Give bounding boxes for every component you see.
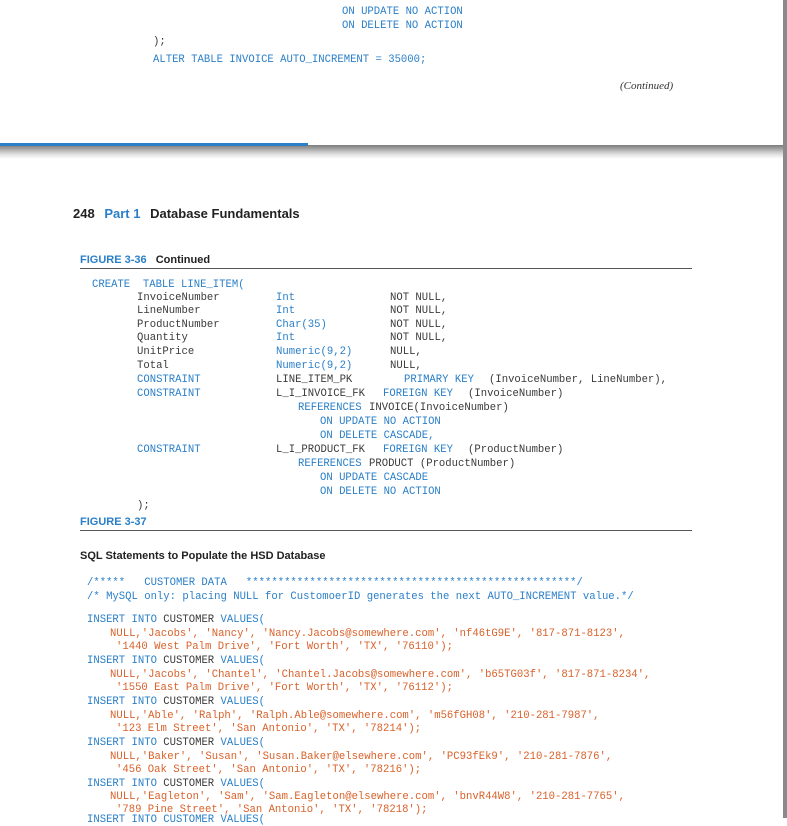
references-keyword: REFERENCES xyxy=(298,402,362,414)
column-name: Total xyxy=(137,360,169,372)
page-number: 248 xyxy=(73,206,95,221)
constraint-keyword: CONSTRAINT xyxy=(137,444,201,456)
figure-title: Continued xyxy=(155,254,211,266)
create-table-line: CREATE TABLE LINE_ITEM( xyxy=(92,279,245,291)
insert-statement xyxy=(87,614,265,626)
insert-keyword: INSERT INTO xyxy=(87,614,157,626)
values-line: NULL,'Eagleton', 'Sam', 'Sam.Eagleton@elsewhere.com', 'bnvR44W8', '210-281-7765', xyxy=(110,791,625,803)
values-line: NULL,'Able', 'Ralph', 'Ralph.Able@somewhere.com', 'm56fGH08', '210-281-7987', xyxy=(110,710,600,722)
figure-label: FIGURE 3-37 xyxy=(80,516,147,528)
part-label: Part 1 xyxy=(104,206,141,221)
values-keyword: VALUES( xyxy=(220,614,266,626)
scrollbar[interactable] xyxy=(783,0,787,818)
values-keyword: VALUES( xyxy=(220,737,266,749)
constraint-keyword: CONSTRAINT xyxy=(137,388,201,400)
constraint-keyword: CONSTRAINT xyxy=(137,374,201,386)
column-type: Numeric(9,2) xyxy=(276,360,353,372)
page-separator-accent xyxy=(0,143,308,146)
constraint-name: L_I_PRODUCT_FK xyxy=(276,444,366,456)
code-line: ON DELETE NO ACTION xyxy=(342,20,463,32)
on-update-clause: ON UPDATE CASCADE xyxy=(320,472,429,484)
figure-rule xyxy=(80,530,692,531)
column-type: Int xyxy=(276,332,296,344)
column-nullity: NULL, xyxy=(390,346,422,358)
column-nullity: NOT NULL, xyxy=(390,332,448,344)
insert-table: CUSTOMER xyxy=(163,696,215,708)
code-line: ); xyxy=(153,36,166,48)
primary-key-keyword: PRIMARY KEY xyxy=(404,374,474,386)
foreign-key-keyword: FOREIGN KEY xyxy=(383,444,453,456)
figure-label: FIGURE 3-36 xyxy=(80,254,147,266)
on-delete-clause: ON DELETE NO ACTION xyxy=(320,486,441,498)
column-type: Int xyxy=(276,292,296,304)
on-delete-clause: ON DELETE CASCADE, xyxy=(320,430,435,442)
constraint-name: LINE_ITEM_PK xyxy=(276,374,353,386)
values-line: '456 Oak Street', 'San Antonio', 'TX', '78216'); xyxy=(116,764,422,776)
insert-statement-partial: INSERT INTO CUSTOMER VALUES( xyxy=(87,814,266,826)
comment-line: /* MySQL only: placing NULL for CustomoerID generates the next AUTO_INCREMENT value.*/ xyxy=(87,591,634,603)
insert-keyword: INSERT INTO xyxy=(87,696,157,708)
values-line: NULL,'Jacobs', 'Chantel', 'Chantel.Jacobs@somewhere.com', 'b65TG03f', '817-871-8234', xyxy=(110,669,651,681)
insert-table: CUSTOMER xyxy=(163,737,215,749)
close-paren: ); xyxy=(137,500,150,512)
figure-caption xyxy=(80,254,210,266)
column-name: ProductNumber xyxy=(137,319,220,331)
constraint-name: L_I_INVOICE_FK xyxy=(276,388,366,400)
column-name: UnitPrice xyxy=(137,346,195,358)
figure-title: SQL Statements to Populate the HSD Database xyxy=(80,550,326,562)
values-keyword: VALUES( xyxy=(220,696,266,708)
insert-keyword: INSERT INTO xyxy=(87,655,157,667)
values-line: '789 Pine Street', 'San Antonio', 'TX', '78218'); xyxy=(116,804,428,816)
page-separator xyxy=(0,145,787,159)
column-name: Quantity xyxy=(137,332,188,344)
insert-statement xyxy=(87,655,265,667)
insert-table: CUSTOMER xyxy=(163,778,215,790)
on-update-clause: ON UPDATE NO ACTION xyxy=(320,416,441,428)
column-name: InvoiceNumber xyxy=(137,292,220,304)
code-line: ALTER TABLE INVOICE AUTO_INCREMENT = 35000; xyxy=(153,54,427,66)
foreign-key-keyword: FOREIGN KEY xyxy=(383,388,453,400)
values-keyword: VALUES( xyxy=(220,655,266,667)
insert-statement xyxy=(87,778,265,790)
foreign-key-columns: (ProductNumber) xyxy=(468,444,564,456)
references-keyword: REFERENCES xyxy=(298,458,362,470)
values-line: '123 Elm Street', 'San Antonio', 'TX', '78214'); xyxy=(116,723,422,735)
values-keyword: VALUES( xyxy=(220,778,266,790)
continued-label: (Continued) xyxy=(620,80,674,92)
references-target: PRODUCT (ProductNumber) xyxy=(369,458,516,470)
references-target: INVOICE(InvoiceNumber) xyxy=(369,402,509,414)
column-nullity: NULL, xyxy=(390,360,422,372)
previous-page-fragment xyxy=(0,0,787,148)
figure-rule xyxy=(80,268,692,269)
column-name: LineNumber xyxy=(137,305,201,317)
column-nullity: NOT NULL, xyxy=(390,305,448,317)
foreign-key-columns: (InvoiceNumber) xyxy=(468,388,564,400)
insert-keyword: INSERT INTO xyxy=(87,778,157,790)
values-line: '1440 West Palm Drive', 'Fort Worth', 'TX', '76110'); xyxy=(116,641,453,653)
code-line: ON UPDATE NO ACTION xyxy=(342,6,463,18)
column-nullity: NOT NULL, xyxy=(390,292,448,304)
comment-line: /***** CUSTOMER DATA ****************************************************/ xyxy=(87,577,583,589)
insert-statement xyxy=(87,737,265,749)
insert-statement xyxy=(87,696,265,708)
values-line: NULL,'Baker', 'Susan', 'Susan.Baker@elsewhere.com', 'PC93fEk9', '210-281-7876', xyxy=(110,751,613,763)
column-nullity: NOT NULL, xyxy=(390,319,448,331)
column-type: Numeric(9,2) xyxy=(276,346,353,358)
column-type: Char(35) xyxy=(276,319,327,331)
insert-table: CUSTOMER xyxy=(163,655,215,667)
insert-keyword: INSERT INTO xyxy=(87,737,157,749)
values-line: NULL,'Jacobs', 'Nancy', 'Nancy.Jacobs@somewhere.com', 'nf46tG9E', '817-871-8123', xyxy=(110,628,625,640)
page-header xyxy=(73,206,300,221)
part-title: Database Fundamentals xyxy=(150,206,300,221)
insert-table: CUSTOMER xyxy=(163,614,215,626)
primary-key-columns: (InvoiceNumber, LineNumber), xyxy=(489,374,668,386)
values-line: '1550 East Palm Drive', 'Fort Worth', 'TX', '76112'); xyxy=(116,682,453,694)
column-type: Int xyxy=(276,305,296,317)
